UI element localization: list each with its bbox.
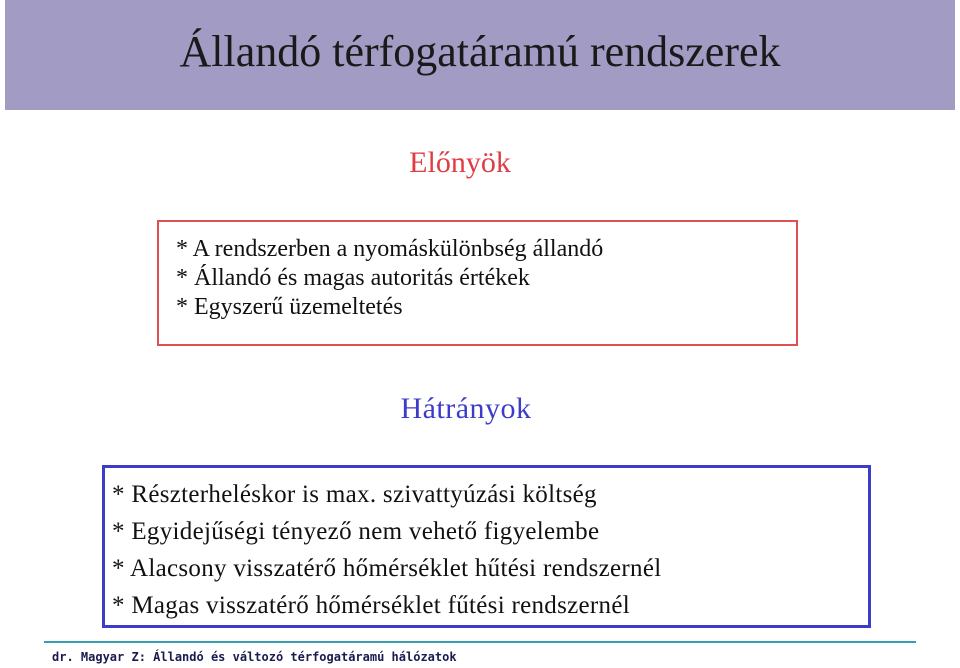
disadvantages-box <box>102 465 871 628</box>
slide-title: Állandó térfogatáramú rendszerek <box>179 27 781 76</box>
footer-caption: dr. Magyar Z: Állandó és változó térfogatáramú hálózatok <box>52 650 457 664</box>
title-bar <box>5 0 955 110</box>
disadvantage-item: * Alacsony visszatérő hőmérséklet hűtési rendszernél <box>112 555 662 582</box>
advantages-heading: Előnyök <box>409 146 511 179</box>
disadvantage-item: * Magas visszatérő hőmérséklet fűtési rendszernél <box>112 592 630 619</box>
advantages-box <box>157 220 798 346</box>
footer-divider <box>44 641 916 643</box>
advantage-item: * A rendszerben a nyomáskülönbség állandó <box>176 236 604 262</box>
advantage-item: * Egyszerű üzemeltetés <box>176 294 403 320</box>
disadvantage-item: * Egyidejűségi tényező nem vehető figyelembe <box>112 518 600 545</box>
disadvantages-heading: Hátrányok <box>400 392 532 425</box>
disadvantage-item: * Részterheléskor is max. szivattyúzási költség <box>112 481 597 508</box>
advantage-item: * Állandó és magas autoritás értékek <box>176 265 530 291</box>
